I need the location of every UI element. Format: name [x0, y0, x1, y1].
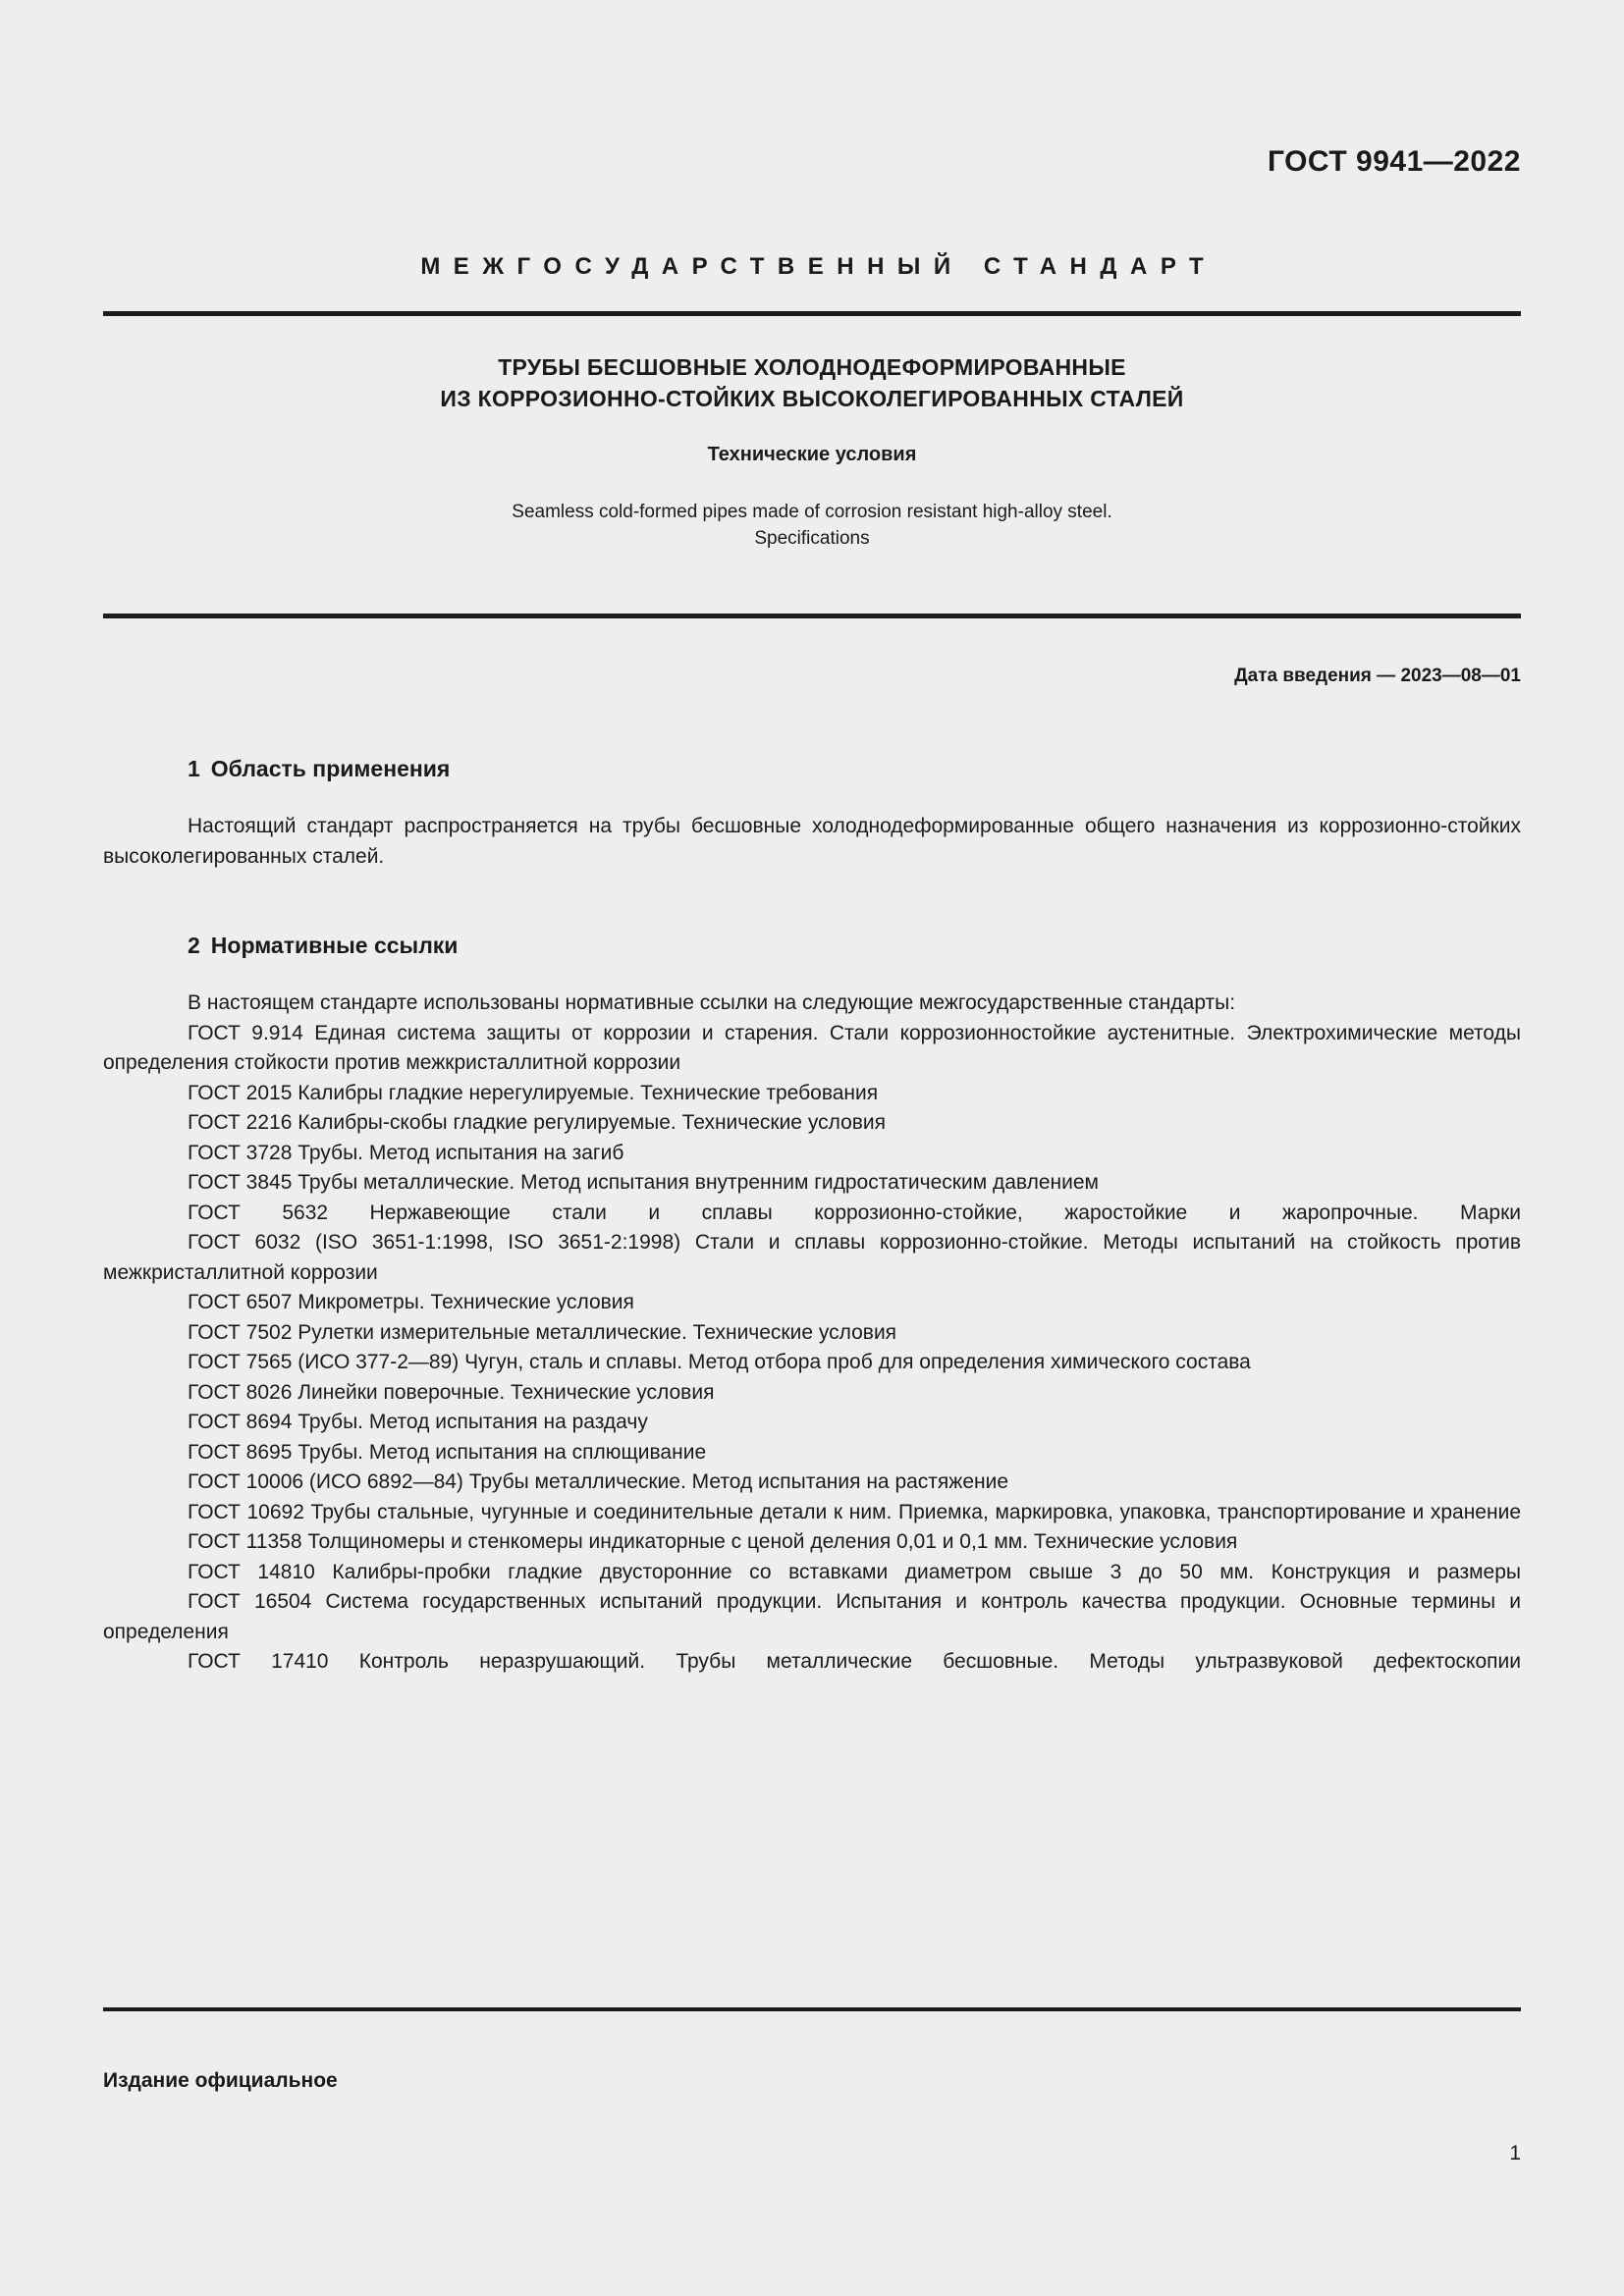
section-title-2: Нормативные ссылки	[210, 933, 459, 958]
reference-item: ГОСТ 2216 Калибры-скобы гладкие регулируемые. Технические условия	[188, 1111, 887, 1134]
document-type-line: МЕЖГОСУДАРСТВЕННЫЙ СТАНДАРТ	[420, 253, 1218, 280]
section-number-1: 1	[188, 756, 200, 781]
page-number: 1	[1509, 2142, 1521, 2164]
reference-item: ГОСТ 17410 Контроль неразрушающий. Трубы металлические бесшовные. Методы ультразвуковой дефектоскопии	[188, 1650, 1521, 1673]
reference-item: ГОСТ 5632 Нержавеющие стали и сплавы коррозионно-стойкие, жаростойкие и жаропрочные. Марки	[188, 1201, 1521, 1224]
reference-item: ГОСТ 7502 Рулетки измерительные металлические. Технические условия	[188, 1320, 897, 1344]
reference-item: ГОСТ 10692 Трубы стальные, чугунные и соединительные детали к ним. Приемка, маркировка, упаковка, транспортирование и хранение	[188, 1500, 1521, 1523]
reference-item: ГОСТ 6032 (ISO 3651-1:1998, ISO 3651-2:1998) Стали и сплавы коррозионно-стойкие. Методы испытаний на стойкость против межкристаллитной коррозии	[103, 1231, 1521, 1284]
normative-reference-list	[103, 1019, 1521, 1678]
header-divider-bottom	[103, 614, 1521, 618]
reference-item: ГОСТ 9.914 Единая система защиты от коррозии и старения. Стали коррозионностойкие аустенитные. Электрохимические методы определения стойкости против межкристаллитной коррозии	[103, 1021, 1521, 1074]
title-line-2: ИЗ КОРРОЗИОННО-СТОЙКИХ ВЫСОКОЛЕГИРОВАННЫХ СТАЛЕЙ	[440, 386, 1184, 411]
reference-item: ГОСТ 10006 (ИСО 6892—84) Трубы металлические. Метод испытания на растяжение	[188, 1470, 1009, 1493]
title-line-1: ТРУБЫ БЕСШОВНЫЕ ХОЛОДНОДЕФОРМИРОВАННЫЕ	[498, 354, 1126, 380]
reference-item: ГОСТ 7565 (ИСО 377-2—89) Чугун, сталь и сплавы. Метод отбора проб для определения химического состава	[188, 1351, 1251, 1373]
section-heading-normative-references	[103, 933, 1521, 959]
title-en-line-2: Specifications	[754, 528, 870, 549]
reference-item: ГОСТ 11358 Толщиномеры и стенкомеры индикаторные с ценой деления 0,01 и 0,1 мм. Технические условия	[188, 1530, 1238, 1553]
scope-paragraph: Настоящий стандарт распространяется на трубы бесшовные холоднодеформированные общего назначения из коррозионно-стойких высоколегированных сталей.	[103, 815, 1521, 868]
section-heading-scope	[103, 756, 1521, 782]
reference-item: ГОСТ 8026 Линейки поверочные. Технические условия	[188, 1380, 715, 1404]
header-divider-top	[103, 311, 1521, 316]
footer-divider	[103, 2007, 1521, 2011]
title-block	[103, 351, 1521, 552]
document-body	[103, 756, 1521, 1678]
reference-item: ГОСТ 2015 Калибры гладкие нерегулируемые. Технические требования	[188, 1081, 879, 1104]
reference-item: ГОСТ 16504 Система государственных испытаний продукции. Испытания и контроль качества продукции. Основные термины и определения	[103, 1590, 1521, 1643]
official-edition-label: Издание официальное	[103, 2069, 338, 2092]
reference-item: ГОСТ 3845 Трубы металлические. Метод испытания внутренним гидростатическим давлением	[188, 1171, 1099, 1194]
normative-references-intro: В настоящем стандарте использованы нормативные ссылки на следующие межгосударственные стандарты:	[188, 991, 1236, 1014]
reference-item: ГОСТ 8694 Трубы. Метод испытания на раздачу	[188, 1411, 648, 1433]
reference-item: ГОСТ 3728 Трубы. Метод испытания на загиб	[188, 1141, 624, 1164]
reference-item: ГОСТ 14810 Калибры-пробки гладкие двусторонние со вставками диаметром свыше 3 до 50 мм. Конструкция и размеры	[188, 1560, 1521, 1583]
title-en-line-1: Seamless cold-formed pipes made of corrosion resistant high-alloy steel.	[512, 502, 1112, 522]
standard-number: ГОСТ 9941—2022	[1267, 145, 1521, 178]
reference-item: ГОСТ 6507 Микрометры. Технические условия	[188, 1291, 634, 1313]
reference-item: ГОСТ 8695 Трубы. Метод испытания на сплющивание	[188, 1440, 707, 1464]
title-subtitle: Технические условия	[707, 444, 917, 465]
section-number-2: 2	[188, 933, 200, 958]
introduction-date: Дата введения — 2023—08—01	[1234, 666, 1521, 686]
section-title-1: Область применения	[210, 756, 451, 781]
